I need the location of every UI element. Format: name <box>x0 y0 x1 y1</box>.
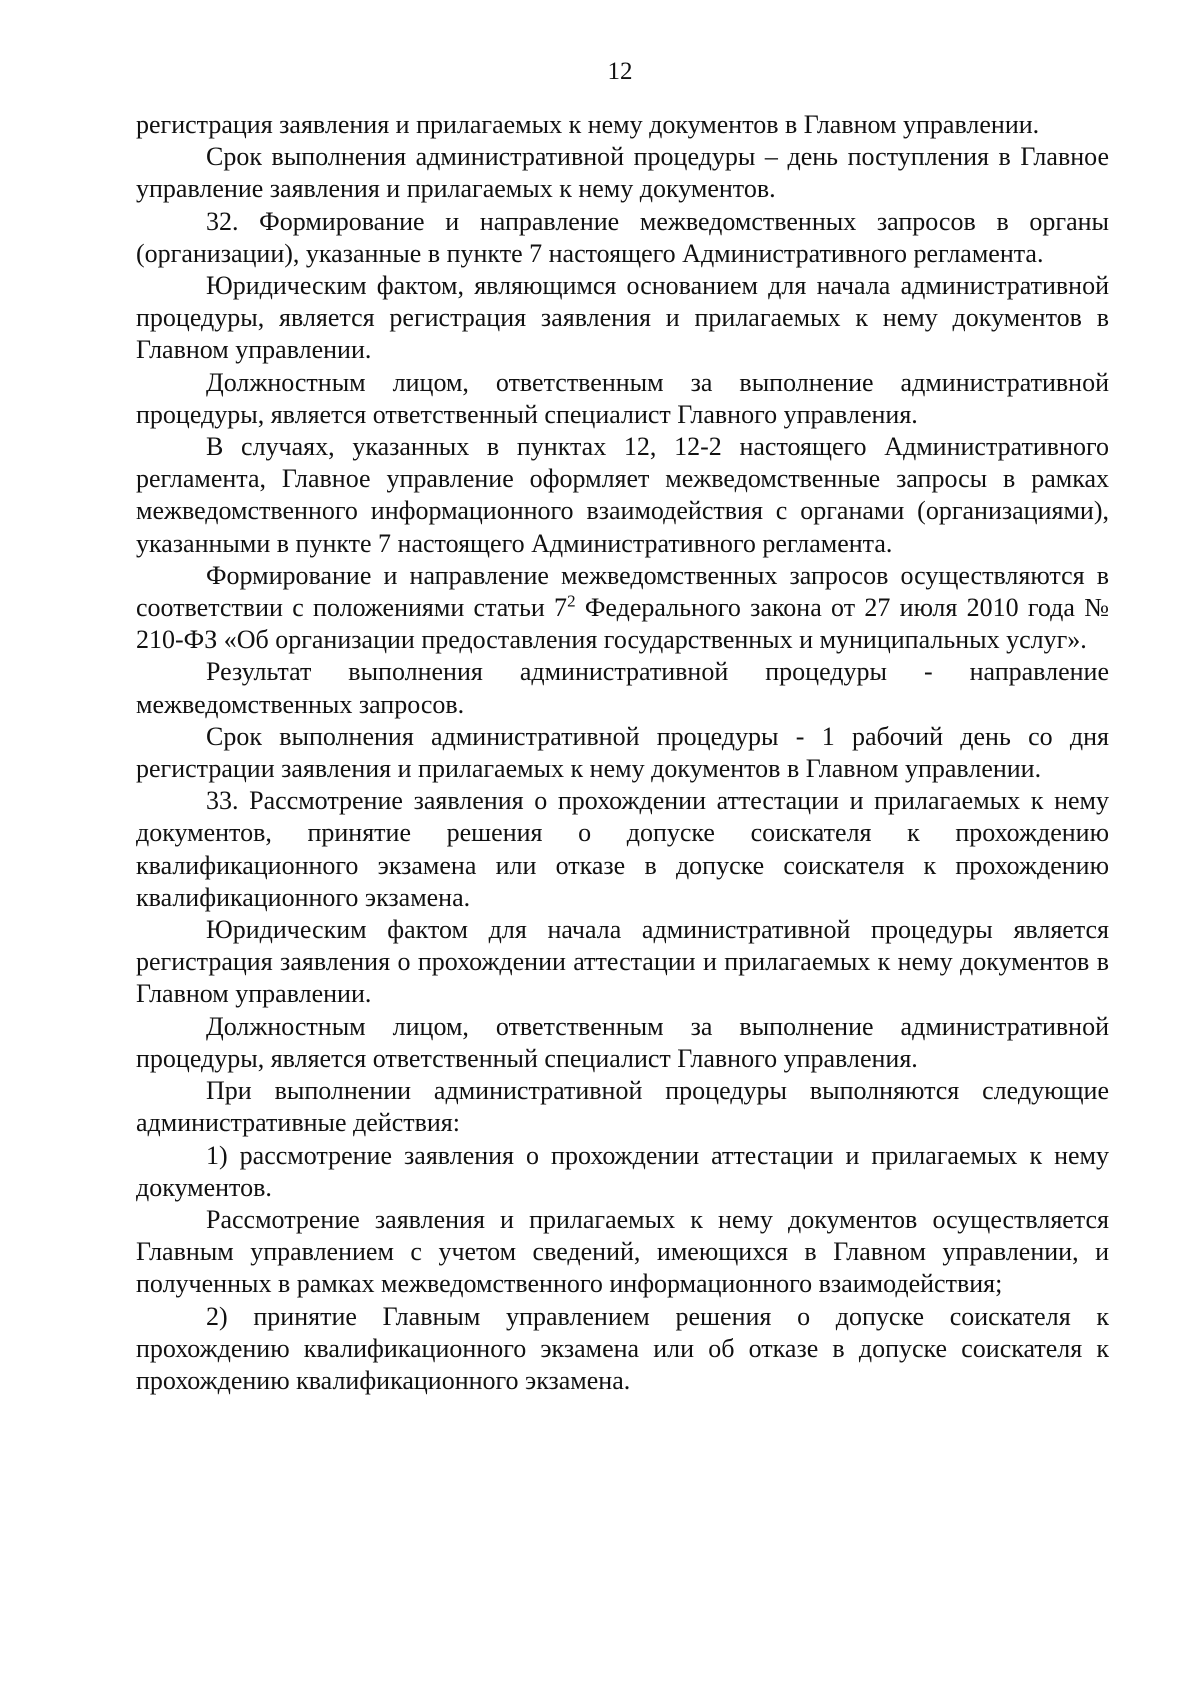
paragraph-legal-fact: Юридическим фактом, являющимся основанием для начала административной процедуры, является регистрация заявления и прилагаемых к нему документов в Главном управлении. <box>136 271 1109 365</box>
page-number: 12 <box>607 58 633 85</box>
paragraph-procedure-term: Срок выполнения административной процедуры – день поступления в Главное управление заявления и прилагаемых к нему документов. <box>136 142 1109 204</box>
federal-law-text-after: Федерального закона от 27 июля 2010 года № 210-ФЗ «Об организации предоставления государственных и муниципальных услуг». <box>136 593 1109 655</box>
paragraph-procedure-deadline: Срок выполнения административной процедуры - 1 рабочий день со дня регистрации заявления и прилагаемых к нему документов в Главном управлении. <box>136 721 1109 784</box>
federal-law-text-before: Формирование и направление межведомственных запросов осуществляются в соответствии с положениями статьи 7 <box>136 560 1109 623</box>
paragraph-item-33: 33. Рассмотрение заявления о прохождении аттестации и прилагаемых к нему документов, принятие решения о допуске соискателя к прохождению квалификационного экзамена или отказе в допуске соискателя к прохождению квалификационного экзамена. <box>136 786 1109 912</box>
article-superscript: 2 <box>567 591 576 611</box>
paragraph-registration-continued: регистрация заявления и прилагаемых к нему документов в Главном управлении. <box>136 110 1040 139</box>
paragraph-review-documents: Рассмотрение заявления и прилагаемых к нему документов осуществляется Главным управлением с учетом сведений, имеющихся в Главном управлении, и полученных в рамках межведомственного информационного взаимодействия; <box>136 1204 1109 1299</box>
paragraph-legal-fact-33: Юридическим фактом для начала административной процедуры является регистрация заявления о прохождении аттестации и прилагаемых к нему документов в Главном управлении. <box>136 915 1109 1009</box>
paragraph-interagency-requests: В случаях, указанных в пунктах 12, 12-2 настоящего Административного регламента, Главное управление оформляет межведомственные запросы в рамках межведомственного информационного взаимодействия с органами (организациями), указанными в пункте 7 настоящего Административного регламента. <box>136 432 1109 558</box>
paragraph-action-1: 1) рассмотрение заявления о прохождении аттестации и прилагаемых к нему документов. <box>136 1140 1109 1202</box>
paragraph-administrative-actions: При выполнении административной процедуры выполняются следующие административные действия: <box>136 1076 1109 1138</box>
paragraph-action-2: 2) принятие Главным управлением решения о допуске соискателя к прохождению квалификационного экзамена или об отказе в допуске соискателя к прохождению квалификационного экзамена. <box>136 1301 1109 1395</box>
paragraph-item-32: 32. Формирование и направление межведомственных запросов в органы (организации), указанные в пункте 7 настоящего Административного регламента. <box>136 206 1109 268</box>
document-body <box>136 109 1109 1397</box>
paragraph-responsible-official-33: Должностным лицом, ответственным за выполнение административной процедуры, является ответственный специалист Главного управления. <box>136 1011 1109 1073</box>
paragraph-federal-law <box>136 560 1109 657</box>
paragraph-procedure-result: Результат выполнения административной процедуры - направление межведомственных запросов. <box>136 657 1109 719</box>
paragraph-responsible-official: Должностным лицом, ответственным за выполнение административной процедуры, является ответственный специалист Главного управления. <box>136 367 1109 429</box>
